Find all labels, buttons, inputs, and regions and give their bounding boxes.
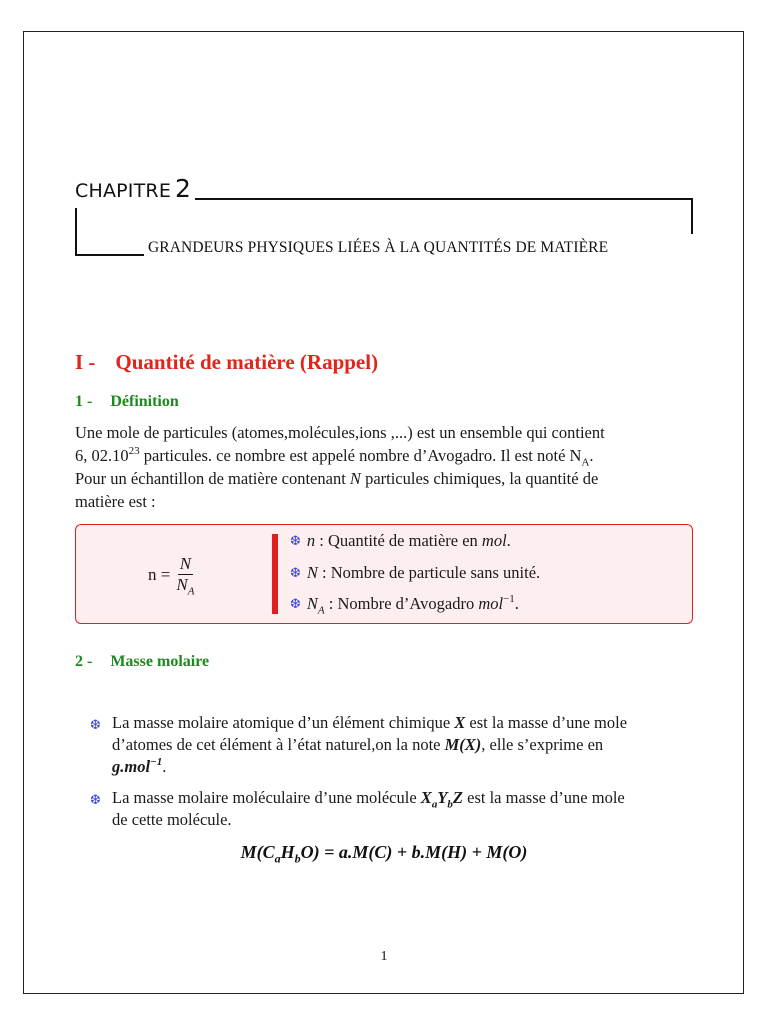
chapter-label: CHAPITRE [75, 180, 172, 202]
section-title: Quantité de matière (Rappel) [115, 350, 379, 374]
definition-line-1: Une mole de particules (atomes,molécules,ions ,...) est un ensemble qui contient [75, 423, 605, 442]
page-number: 1 [380, 949, 388, 964]
snowflake-bullet-icon: ❆ [290, 566, 301, 581]
formula-denominator: $N_A$ [176, 575, 195, 598]
chapter-left-tick [75, 208, 77, 255]
formula-numerator: N [179, 554, 192, 573]
snowflake-bullet-icon: ❆ [90, 718, 101, 733]
subsection-heading-definition [75, 393, 179, 411]
subsection-number: 2 - [75, 653, 93, 670]
definition-line-2: 6, 02.10$^{23}$ particules. ce nombre est appelé nombre d’Avogadro. Il est noté $N_A$. [75, 444, 594, 469]
chapter-bottom-rule [75, 254, 144, 256]
box-divider-bar [272, 534, 278, 614]
snowflake-bullet-icon: ❆ [290, 597, 301, 612]
box-item-NA: ❆ $N_A$ : Nombre d’Avogadro mol$^{-1}$. [290, 592, 519, 617]
definition-line-4: matière est : [75, 492, 156, 511]
molar-mass-bullet-2: ❆ La masse molaire moléculaire d’une molécule $X_aY_bZ$ est la masse d’une mole de cette molécule. [90, 788, 625, 829]
box-item-n: ❆ n : Quantité de matière en mol. [290, 531, 511, 550]
chapter-number: 2 [175, 174, 191, 203]
molar-mass-bullet-1: ❆ La masse molaire atomique d’un élément chimique X est la masse d’une mole d’atomes de cet élément à l’état naturel,on la note M(X), elle s’exprime en g.mol$^{-1}$. [90, 713, 628, 776]
snowflake-bullet-icon: ❆ [90, 793, 101, 808]
snowflake-bullet-icon: ❆ [290, 534, 301, 549]
formula-lhs: n = [148, 565, 171, 584]
subsection-heading-molar-mass [75, 653, 209, 671]
section-heading [75, 350, 378, 375]
chapter-title: GRANDEURS PHYSIQUES LIÉES À LA QUANTITÉS DE MATIÈRE [148, 239, 609, 256]
section-number: I - [75, 350, 96, 374]
quantity-formula [148, 554, 195, 598]
subsection-title: Définition [110, 393, 179, 410]
chapter-top-rule [195, 198, 693, 200]
subsection-number: 1 - [75, 393, 93, 410]
formula-fraction [176, 554, 195, 598]
definition-paragraph [75, 421, 693, 513]
subsection-title: Masse molaire [110, 653, 210, 670]
molar-mass-equation: $M(C_aH_bO) = a.M(C) + b.M(H) + M(O)$ [240, 842, 528, 866]
box-item-N: ❆ N : Nombre de particule sans unité. [290, 563, 541, 582]
chapter-right-tick [691, 198, 693, 234]
definition-line-3: Pour un échantillon de matière contenant N particules chimiques, la quantité de [75, 469, 599, 488]
